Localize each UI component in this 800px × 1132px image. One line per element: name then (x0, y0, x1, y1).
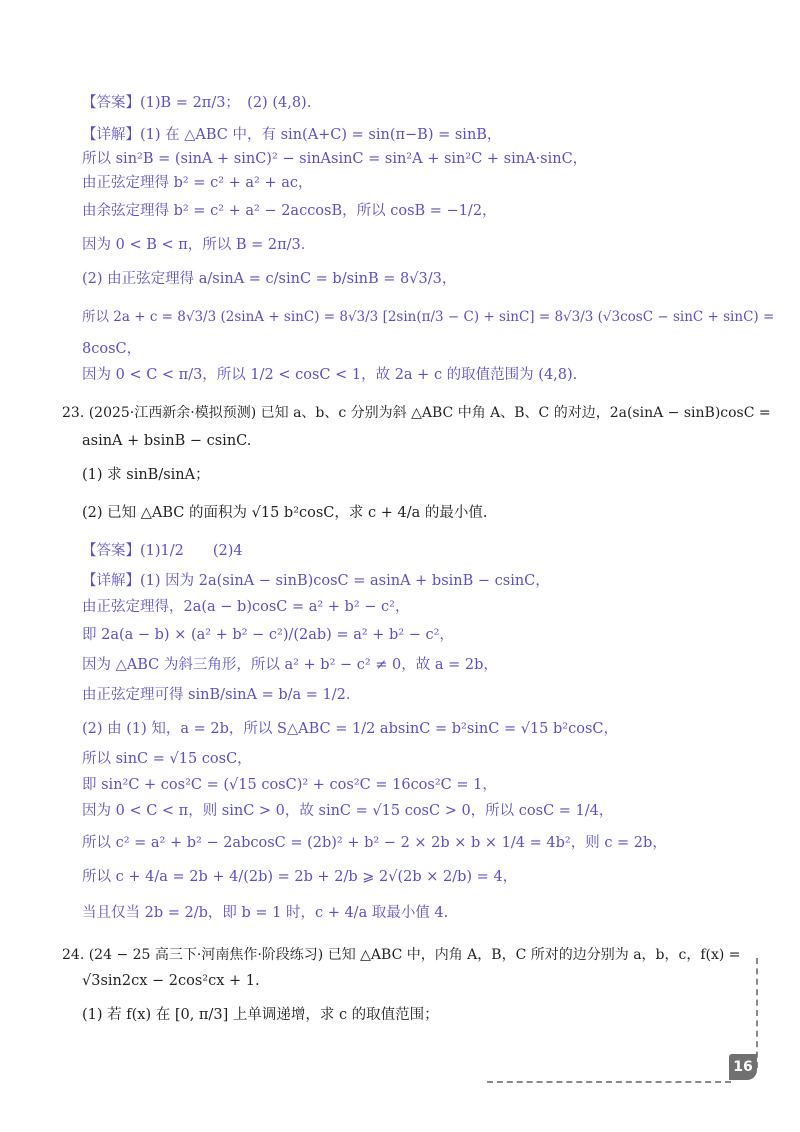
answer-label: 【答案】 (82, 95, 140, 111)
q23-part2: (2) 已知 △ABC 的面积为 √15 b²cosC，求 c + 4/a 的最小值. (82, 505, 488, 521)
q22-detail-8: 因为 0 < C < π/3，所以 1/2 < cosC < 1，故 2a + c 的取值范围为 (4,8). (82, 367, 578, 383)
q22-detail-1: 所以 sin²B = (sinA + sinC)² − sinAsinC = sin²A + sin²C + sinA·sinC， (82, 151, 588, 167)
q22-detail-5: (2) 由正弦定理得 a/sinA = c/sinC = b/sinB = 8√3/3， (82, 271, 457, 287)
q23-detail-0: 【详解】(1) 因为 2a(sinA − sinB)cosC = asinA + bsinB − csinC， (82, 573, 550, 589)
q23-detail-6: 所以 sinC = √15 cosC， (82, 751, 252, 767)
q23-detail-1: 由正弦定理得，2a(a − b)cosC = a² + b² − c²， (82, 599, 410, 615)
answer-text: (1)B = 2π/3； (2) (4,8). (140, 95, 312, 111)
q22-detail-6: 所以 2a + c = 8√3/3 (2sinA + sinC) = 8√3/3 [2sin(π/3 − C) + sinC] = 8√3/3 (√3cosC − sinC + sinC) = (82, 309, 775, 325)
q23-detail-8: 因为 0 < C < π，则 sinC > 0，故 sinC = √15 cosC > 0，所以 cosC = 1/4， (82, 803, 614, 819)
q23-detail-7: 即 sin²C + cos²C = (√15 cosC)² + cos²C = 16cos²C = 1， (82, 777, 497, 793)
q24-part1: (1) 若 f(x) 在 [0, π/3] 上单调递增，求 c 的取值范围； (82, 1007, 439, 1023)
q22-detail-7: 8cosC， (82, 341, 142, 357)
q23-detail-5: (2) 由 (1) 知，a = 2b，所以 S△ABC = 1/2 absinC = b²sinC = √15 b²cosC， (82, 721, 618, 737)
q23-detail-11: 当且仅当 2b = 2/b，即 b = 1 时，c + 4/a 取最小值 4. (82, 905, 449, 921)
q22-detail-2: 由正弦定理得 b² = c² + a² + ac， (82, 175, 313, 191)
q22-answer-line (82, 92, 311, 114)
q22-detail-4: 因为 0 < B < π，所以 B = 2π/3． (82, 237, 316, 253)
answer-text: (1)1/2 (2)4 (140, 543, 243, 559)
q23-stem-line2: asinA + bsinB − csinC. (82, 433, 252, 449)
q23-answer-line (82, 540, 243, 562)
q23-part1: (1) 求 sinB/sinA； (82, 467, 210, 483)
q24-stem-line1: 24. (24 − 25 高三下·河南焦作·阶段练习) 已知 △ABC 中，内角 A，B，C 所对的边分别为 a，b，c，f(x) = (62, 947, 741, 963)
q22-detail-0: 【详解】(1) 在 △ABC 中，有 sin(A+C) = sin(π−B) = sinB， (82, 127, 502, 143)
answer-label: 【答案】 (82, 543, 140, 559)
q23-detail-10: 所以 c + 4/a = 2b + 4/(2b) = 2b + 2/b ⩾ 2√(2b × 2/b) = 4， (82, 869, 518, 885)
q23-detail-4: 由正弦定理可得 sinB/sinA = b/a = 1/2． (82, 687, 361, 703)
q23-detail-2: 即 2a(a − b) × (a² + b² − c²)/(2ab) = a² + b² − c²， (82, 627, 454, 643)
q23-stem-line1: 23. (2025·江西新余·模拟预测) 已知 a、b、c 分别为斜 △ABC 中角 A、B、C 的对边，2a(sinA − sinB)cosC = (62, 405, 771, 421)
page-corner-dashed-border-vertical (756, 958, 758, 1068)
q22-detail-3: 由余弦定理得 b² = c² + a² − 2accosB，所以 cosB = −1/2， (82, 203, 497, 219)
q23-detail-3: 因为 △ABC 为斜三角形，所以 a² + b² − c² ≠ 0，故 a = 2b， (82, 657, 498, 673)
q24-stem-line2: √3sin2cx − 2cos²cx + 1. (82, 973, 260, 989)
q23-detail-9: 所以 c² = a² + b² − 2abcosC = (2b)² + b² − 2 × 2b × b × 1/4 = 4b²，则 c = 2b， (82, 835, 667, 851)
page-number-badge: 16 (729, 1054, 757, 1080)
page-corner-dashed-border-horizontal (487, 1081, 731, 1083)
